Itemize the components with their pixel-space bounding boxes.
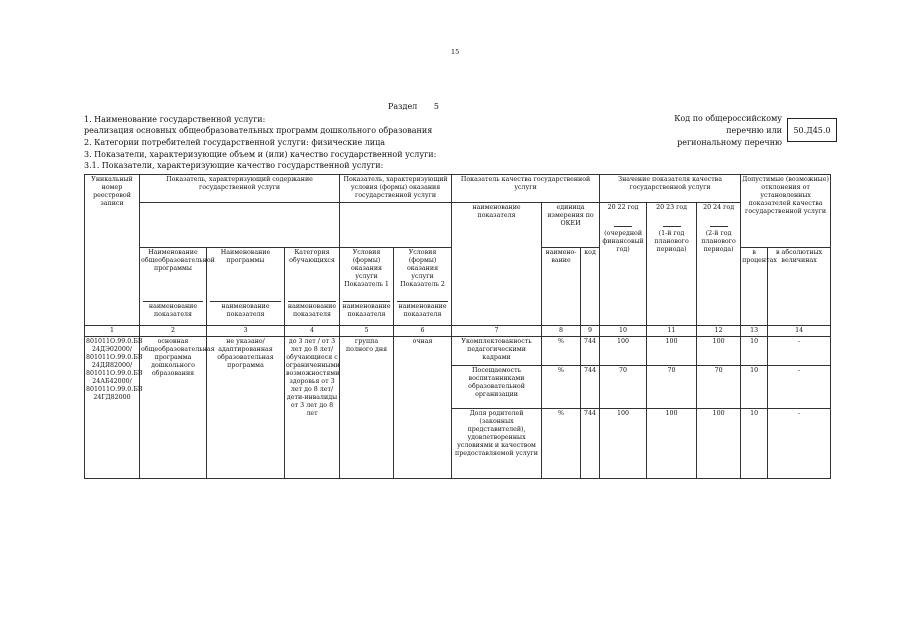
col-num: 12 (697, 326, 741, 337)
sub-header-program-type-text: Наименование общеобразовательной программы (141, 249, 215, 272)
year1-sub: (очередной финансовый год) (602, 230, 644, 253)
conditions-spacer (340, 203, 452, 248)
unit-code: 744 (581, 366, 600, 409)
sub-caption-3: наименование показателя (287, 303, 337, 318)
year3-divider (710, 226, 728, 227)
sub-header-condition2 (394, 248, 452, 326)
sub-header-program-name (207, 248, 285, 326)
value-year2: 100 (647, 409, 697, 479)
code-label-line2: перечню или (726, 126, 782, 135)
sub-header-students-text: Категория обучающихся (289, 249, 335, 264)
deviation-percent: 10 (741, 409, 768, 479)
header-content: Показатель, характеризующий содержание государственной услуги (140, 175, 340, 203)
header-absolute: в абсолютных величинах (768, 248, 831, 326)
header-deviation: Допустимые (возможные) отклонения от установленных показателей качества государственной услуги (741, 175, 831, 248)
service-name-label: 1. Наименование государственной услуги: (84, 115, 266, 124)
quality-indicators-table (84, 174, 831, 479)
header-percent: в процентах (741, 248, 768, 326)
col-num: 5 (340, 326, 394, 337)
code-label-line3: региональному перечню (677, 138, 782, 147)
students-category: до 3 лет / от 3 лет до 8 лет/ обучающиеся с ограниченными возможностями здоровья от 3 лет до 8 лет/ дети-инвалиды от 3 лет до 8 лет (285, 337, 340, 479)
col-num: 4 (285, 326, 340, 337)
col-num: 13 (741, 326, 768, 337)
year2-label: 20 23 год (656, 204, 688, 211)
record-ids: 801011О.99.0.БВ 24ДЭ02000/ 801011О.99.0.БВ 24ДЯ82000/ 801011О.99.0.БВ 24АБ42000/ 801011О.99.0.БВ 24ГД82000 (85, 337, 140, 479)
col-num: 1 (85, 326, 140, 337)
col-num: 2 (140, 326, 207, 337)
value-year1: 100 (600, 337, 647, 366)
header-indicator-name: наименование показателя (452, 203, 542, 326)
indicator-name: Посещаемость воспитанниками образовательной организации (452, 366, 542, 409)
col-num: 10 (600, 326, 647, 337)
value-year3: 70 (697, 366, 741, 409)
sub-header-program-type (140, 248, 215, 326)
service-name-value: реализация основных общеобразовательных программ дошкольного образования (84, 126, 433, 135)
deviation-absolute: - (768, 337, 831, 366)
col-num: 7 (452, 326, 542, 337)
content-spacer (140, 203, 340, 248)
value-year1: 100 (600, 409, 647, 479)
header-year2 (647, 203, 697, 326)
program-type: основная общеобразовательная программа дошкольного образования (140, 337, 207, 479)
section-number: 5 (433, 102, 439, 111)
sub-caption-2: наименование показателя (221, 303, 270, 318)
sub-header-students (285, 248, 340, 326)
year2-divider (663, 226, 681, 227)
consumers-line: 2. Категории потребителей государственной услуги: физические лица (84, 138, 386, 147)
year1-divider (614, 226, 632, 227)
year3-sub: (2-й год планового периода) (701, 230, 736, 253)
header-conditions: Показатель, характеризующий условия (формы) оказания государственной услуги (340, 175, 452, 203)
deviation-absolute: - (768, 366, 831, 409)
deviation-percent: 10 (741, 366, 768, 409)
table-row (85, 337, 831, 366)
value-year2: 100 (647, 337, 697, 366)
sub-header-program-name-text: Наименование программы (220, 249, 271, 264)
sub-caption-1: наименование показателя (148, 303, 198, 318)
unit-name: % (542, 366, 581, 409)
unit-code: 744 (581, 337, 600, 366)
col-num: 9 (581, 326, 600, 337)
value-year3: 100 (697, 409, 741, 479)
col-num: 14 (768, 326, 831, 337)
unit-code: 744 (581, 409, 600, 479)
header-unit-code: код (581, 248, 600, 326)
header-quality: Показатель качества государственной услуги (452, 175, 600, 203)
sub-header-condition1-text: Условия (формы) оказания услуги Показатель 1 (344, 249, 389, 288)
value-year1: 70 (600, 366, 647, 409)
indicator-name: Доля родителей (законных представителей), удовлетворенных условиями и качеством предоставляемой услуги (452, 409, 542, 479)
col-num: 8 (542, 326, 581, 337)
column-numbers-row (85, 326, 831, 337)
program-name: не указано/ адаптированная образовательная программа (207, 337, 285, 479)
unit-name: % (542, 337, 581, 366)
unit-name: % (542, 409, 581, 479)
indicator-name: Укомплектованность педагогическими кадрами (452, 337, 542, 366)
indicators-line: 3. Показатели, характеризующие объем и (или) качество государственной услуги: (84, 150, 437, 159)
year3-label: 20 24 год (703, 204, 735, 211)
col-num: 3 (207, 326, 285, 337)
col-num: 6 (394, 326, 452, 337)
value-year2: 70 (647, 366, 697, 409)
header-unit: единица измерения по ОКЕИ (542, 203, 600, 248)
col-num: 11 (647, 326, 697, 337)
deviation-absolute: - (768, 409, 831, 479)
value-year3: 100 (697, 337, 741, 366)
page-number: 15 (451, 48, 460, 56)
header-value: Значение показателя качества государственной услуги (600, 175, 741, 203)
sub-caption-5: наименование показателя (398, 303, 447, 318)
header-year3 (697, 203, 741, 326)
section-label-text: Раздел (388, 102, 418, 111)
header-unique-number: Уникальный номер реестровой записи (85, 175, 140, 326)
condition-group: группа полного дня (340, 337, 394, 479)
sub-caption-4: наименование показателя (342, 303, 391, 318)
section-label (388, 102, 439, 112)
service-code-box: 50.Д45.0 (787, 118, 837, 142)
year1-label: 20 22 год (607, 204, 639, 211)
header-year1 (600, 203, 647, 326)
header-unit-name: наимено- вание (542, 248, 581, 326)
code-label-line1: Код по общероссийскому (674, 114, 782, 123)
sub-header-condition1 (340, 248, 394, 326)
condition-form: очная (394, 337, 452, 479)
year2-sub: (1-й год планового периода) (654, 230, 689, 253)
sub-header-condition2-text: Условия (формы) оказания услуги Показатель 2 (400, 249, 445, 288)
deviation-percent: 10 (741, 337, 768, 366)
quality-line: 3.1. Показатели, характеризующие качество государственной услуги: (84, 161, 384, 170)
